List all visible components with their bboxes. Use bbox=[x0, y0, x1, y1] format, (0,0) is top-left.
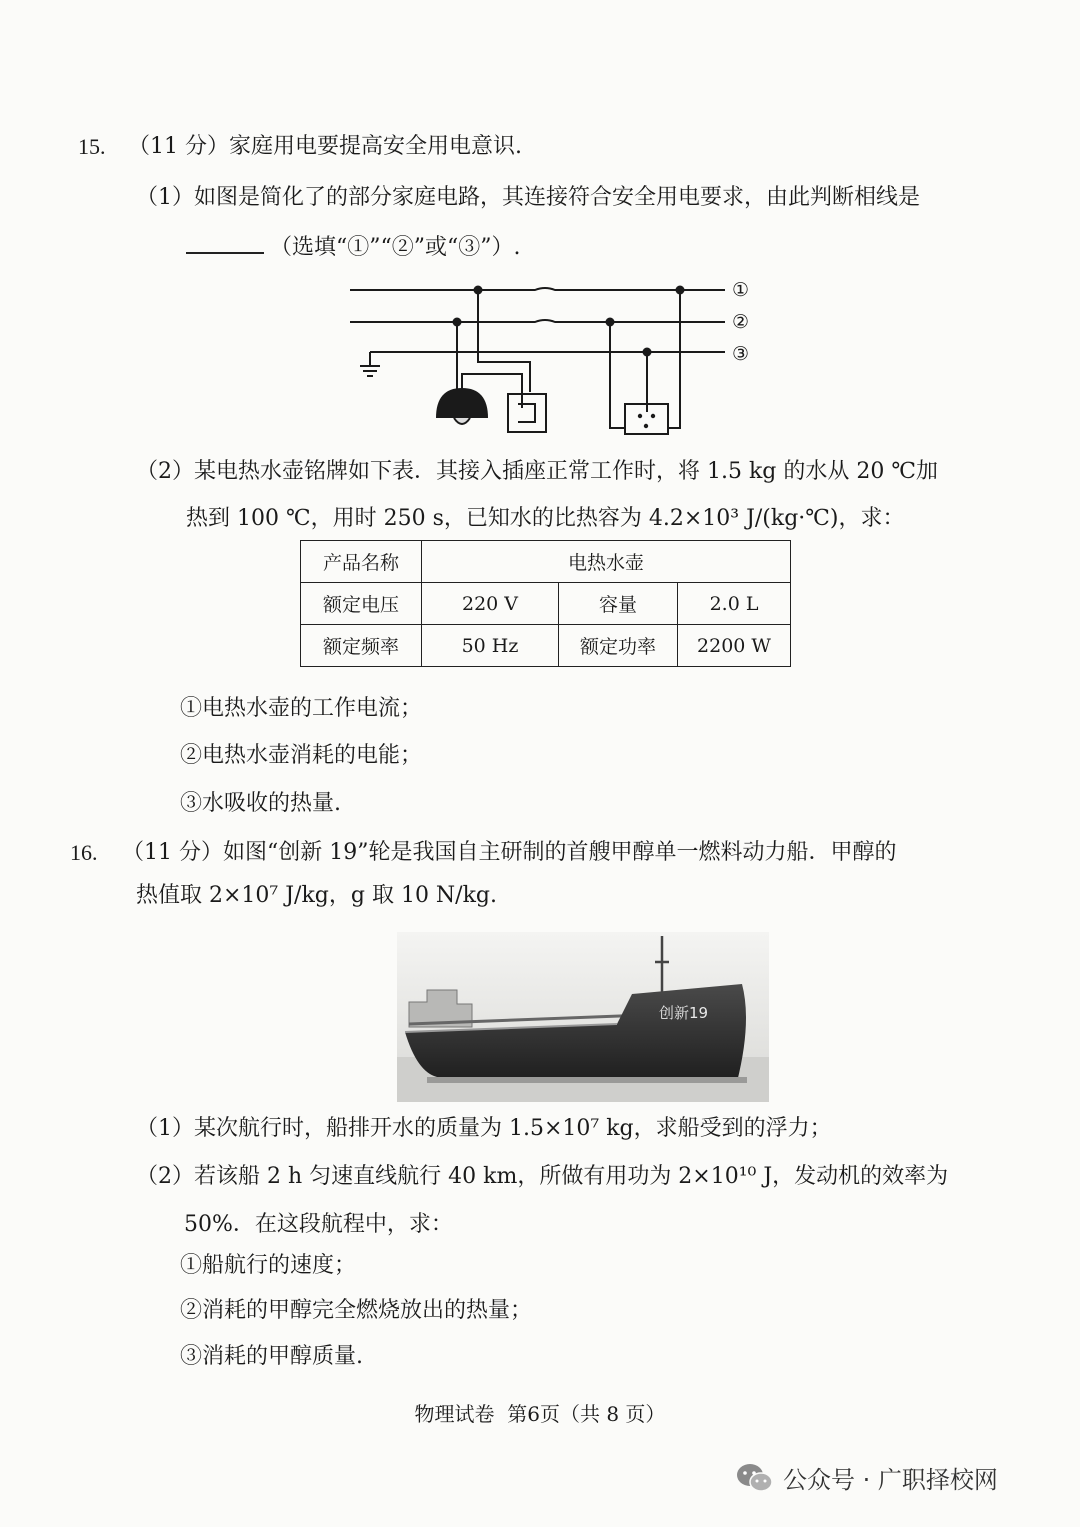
ground-icon bbox=[360, 366, 380, 376]
q15-part1-hint: （选填“①”“②”或“③”）. bbox=[270, 235, 521, 260]
q16-part2-line2: 50%．在这段航程中，求： bbox=[184, 1212, 453, 1237]
q16-sub1: ①船航行的速度； bbox=[180, 1253, 357, 1278]
wire-label-1: ① bbox=[732, 279, 750, 301]
table-cell: 产品名称 bbox=[301, 541, 422, 583]
table-cell: 50 Hz bbox=[422, 625, 559, 667]
q16-sub2: ②消耗的甲醇完全燃烧放出的热量； bbox=[180, 1298, 533, 1323]
table-cell: 容量 bbox=[559, 583, 678, 625]
table-cell: 额定电压 bbox=[301, 583, 422, 625]
wire-label-3: ③ bbox=[732, 343, 750, 365]
q16-line2: 热值取 2×10⁷ J/kg，g 取 10 N/kg. bbox=[136, 883, 498, 908]
table-cell: 2200 W bbox=[678, 625, 791, 667]
q15-part2-line1: （2）某电热水壶铭牌如下表．其接入插座正常工作时，将 1.5 kg 的水从 20 ℃加 bbox=[136, 459, 938, 484]
table-cell: 220 V bbox=[422, 583, 559, 625]
table-row bbox=[301, 625, 791, 667]
q15-sub3: ③水吸收的热量. bbox=[180, 791, 341, 816]
ship-photo bbox=[397, 932, 769, 1102]
switch-icon bbox=[508, 394, 546, 432]
page-footer: 物理试卷 第6页（共 8 页） bbox=[414, 1402, 666, 1426]
ship-name-text: 创新19 bbox=[659, 1004, 709, 1022]
q16-part2-line1: （2）若该船 2 h 匀速直线航行 40 km，所做有用功为 2×10¹⁰ J，发动机的效率为 bbox=[136, 1164, 949, 1189]
q16-sub3: ③消耗的甲醇质量. bbox=[180, 1344, 363, 1369]
table-cell: 电热水壶 bbox=[422, 541, 791, 583]
watermark bbox=[735, 1460, 998, 1495]
wire-1 bbox=[350, 288, 725, 290]
table-cell: 额定频率 bbox=[301, 625, 422, 667]
lamp-icon bbox=[436, 388, 488, 424]
table-cell: 额定功率 bbox=[559, 625, 678, 667]
q15-header: （11 分）家庭用电要提高安全用电意识. bbox=[128, 134, 522, 159]
q15-part1-line2 bbox=[186, 232, 520, 263]
wechat-icon bbox=[735, 1461, 775, 1495]
wire-2 bbox=[350, 320, 725, 322]
table-row bbox=[301, 541, 791, 583]
table-row bbox=[301, 583, 791, 625]
kettle-spec-table bbox=[300, 540, 791, 667]
q15-part2-line2: 热到 100 ℃，用时 250 s，已知水的比热容为 4.2×10³ J/(kg·℃)，求： bbox=[186, 506, 905, 531]
q15-sub2: ②电热水壶消耗的电能； bbox=[180, 743, 423, 768]
q15-sub1: ①电热水壶的工作电流； bbox=[180, 696, 423, 721]
watermark-text: 公众号 · 广职择校网 bbox=[783, 1466, 998, 1494]
wire-label-2: ② bbox=[732, 311, 750, 333]
q16-part1: （1）某次航行时，船排开水的质量为 1.5×10⁷ kg，求船受到的浮力； bbox=[136, 1116, 832, 1141]
q15-number: 15. bbox=[78, 134, 106, 159]
household-circuit-diagram bbox=[340, 270, 770, 440]
answer-blank[interactable] bbox=[186, 232, 264, 254]
q16-header: （11 分）如图“创新 19”轮是我国自主研制的首艘甲醇单一燃料动力船．甲醇的 bbox=[122, 840, 897, 865]
table-cell: 2.0 L bbox=[678, 583, 791, 625]
q15-part1-line1: （1）如图是简化了的部分家庭电路，其连接符合安全用电要求，由此判断相线是 bbox=[136, 185, 920, 210]
q16-number: 16. bbox=[70, 840, 98, 865]
